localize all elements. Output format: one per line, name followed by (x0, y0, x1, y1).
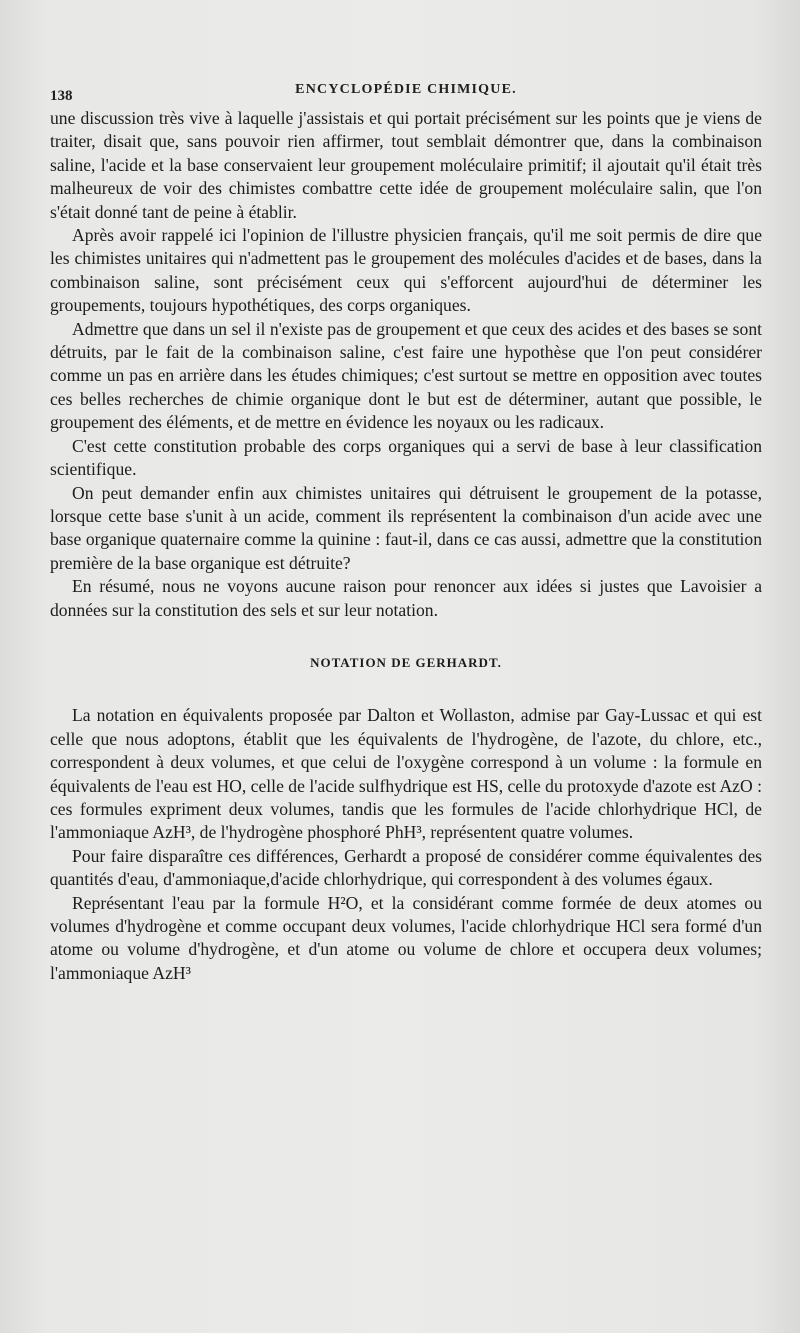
paragraph: Après avoir rappelé ici l'opinion de l'illustre physicien français, qu'il me soit permis de dire que les chimistes unitaires qui n'admettent pas le groupement des molécules d'acides et de bases, dans la combinaison saline, sont précisément ceux qui s'efforcent aujourd'hui de déterminer les groupements, toujours hypothétiques, des corps organiques. (50, 225, 762, 316)
paragraph: En résumé, nous ne voyons aucune raison pour renoncer aux idées si justes que Lavoisier a données sur la constitution des sels et sur leur notation. (50, 576, 762, 620)
page-header (50, 82, 762, 104)
paragraph: Représentant l'eau par la formule H²O, et la considérant comme formée de deux atomes ou volumes d'hydrogène et comme occupant deux volumes, l'acide chlorhydrique HCl sera formé d'un atome ou volume d'hydrogène, et d'un atome ou volume de chlore et occupera deux volumes; l'ammoniaque AzH³ (50, 892, 762, 983)
paragraph: C'est cette constitution probable des corps organiques qui a servi de base à leur classification scientifique. (50, 435, 762, 480)
paragraph: Pour faire disparaître ces différences, Gerhardt a proposé de considérer comme équivalentes des quantités d'eau, d'ammoniaque,d'acide chlorhydrique, qui correspondent à des volumes égaux. (50, 845, 762, 890)
paragraph: une discussion très vive à laquelle j'assistais et qui portait précisément sur les points que je viens de traiter, disait que, sans pouvoir rien affirmer, tout semblait démontrer que, dans la combinaison saline, l'acide et la base conservaient leur groupement moléculaire primitif; il ajoutait qu'il était très malheureux de voir des chimistes combattre cette idée de groupement moléculaire salin, que l'on s'était donné tant de peine à établir. (50, 108, 762, 222)
paragraph: On peut demander enfin aux chimistes unitaires qui détruisent le groupement de la potasse, lorsque cette base s'unit à un acide, comment ils représentent la combinaison d'un acide avec une base organique quaternaire comme la quinine : faut-il, dans ce cas aussi, admettre que la constitution première de la base organique est détruite? (50, 482, 762, 573)
section-heading: NOTATION DE GERHARDT. (310, 654, 502, 670)
running-title: ENCYCLOPÉDIE CHIMIQUE. (295, 82, 517, 97)
body-text (50, 107, 762, 985)
paragraph: Admettre que dans un sel il n'existe pas de groupement et que ceux des acides et des bases se sont détruits, par le fait de la combinaison saline, c'est faire une hypothèse que l'on peut considérer comme un pas en arrière dans les études chimiques; c'est surtout se mettre en opposition avec toutes ces belles recherches de chimie organique dont le but est de déterminer, autant que possible, le groupement des éléments, et de mettre en évidence les noyaux ou les radicaux. (50, 318, 762, 433)
paragraph: La notation en équivalents proposée par Dalton et Wollaston, admise par Gay-Lussac et qui est celle que nous adoptons, établit que les équivalents de l'hydrogène, de l'azote, du chlore, etc., correspondent à deux volumes, et que celui de l'oxygène correspond à un volume : la formule en équivalents de l'eau est HO, celle de l'acide sulfhydrique est HS, celle du protoxyde d'azote est AzO : ces formules expriment deux volumes, tandis que les formules de l'acide chlorhydrique HCl, de l'ammoniaque AzH³, de l'hydrogène phosphoré PhH³, représentent quatre volumes. (50, 705, 762, 843)
page-number: 138 (50, 88, 73, 104)
